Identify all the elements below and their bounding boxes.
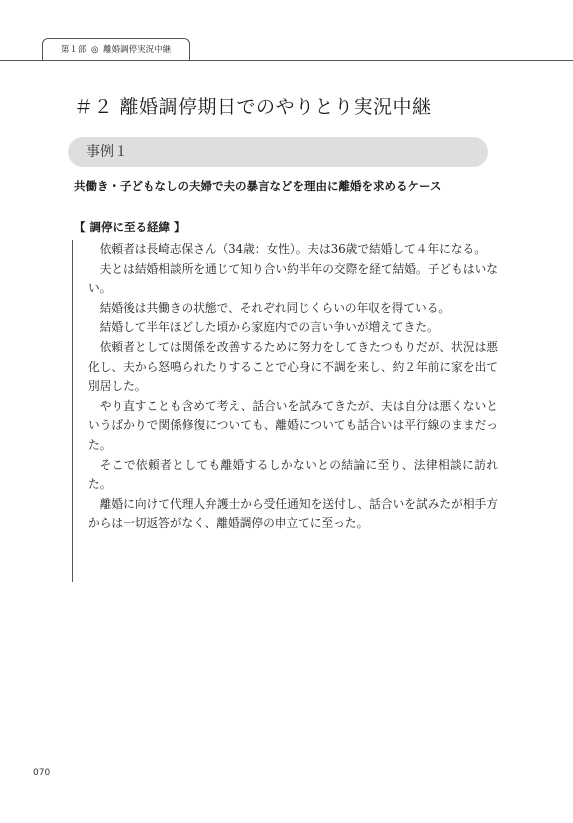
body-side-rule <box>72 240 73 582</box>
paragraph: やり直すことも含めて考え、話合いを試みてきたが、夫は自分は悪くないというばかりで関係修復についても、離婚についても話合いは平行線のままだった。 <box>88 398 498 452</box>
case-label: 事例１ <box>86 144 128 160</box>
paragraph: 夫とは結婚相談所を通じて知り合い約半年の交際を経て結婚。子どもはいない。 <box>88 261 498 296</box>
header-part: 第１部 <box>60 45 87 55</box>
section-heading: 【 調停に至る経緯 】 <box>74 220 186 234</box>
header-section: 離婚調停実況中継 <box>103 45 172 55</box>
paragraph: そこで依頼者としても離婚するしかないとの結論に至り、法律相談に訪れた。 <box>88 457 498 492</box>
case-subtitle: 共働き・子どもなしの夫婦で夫の暴言などを理由に離婚を求めるケース <box>74 179 442 193</box>
body-text <box>88 240 498 534</box>
case-label-bar <box>68 137 488 167</box>
chapter-title: ＃２ 離婚調停期日でのやりとり実況中継 <box>74 96 432 118</box>
running-header <box>42 38 190 60</box>
paragraph: 結婚して半年ほどした頃から家庭内での言い争いが増えてきた。 <box>99 320 439 335</box>
page-number: 070 <box>33 768 51 778</box>
paragraph: 依頼者としては関係を改善するために努力をしてきたつもりだが、状況は悪化し、夫から怒鳴られたりすることで心身に不調を来し、約２年前に家を出て別居した。 <box>88 339 498 394</box>
paragraph: 依頼者は長崎志保さん（34歳：女性）。夫は36歳で結婚して４年になる。 <box>99 242 486 256</box>
header-separator: ◎ <box>91 45 99 55</box>
paragraph: 離婚に向けて代理人弁護士から受任通知を送付し、話合いを試みたが相手方からは一切返答がなく、離婚調停の申立てに至った。 <box>88 496 498 531</box>
paragraph: 結婚後は共働きの状態で、それぞれ同じくらいの年収を得ている。 <box>99 300 451 315</box>
